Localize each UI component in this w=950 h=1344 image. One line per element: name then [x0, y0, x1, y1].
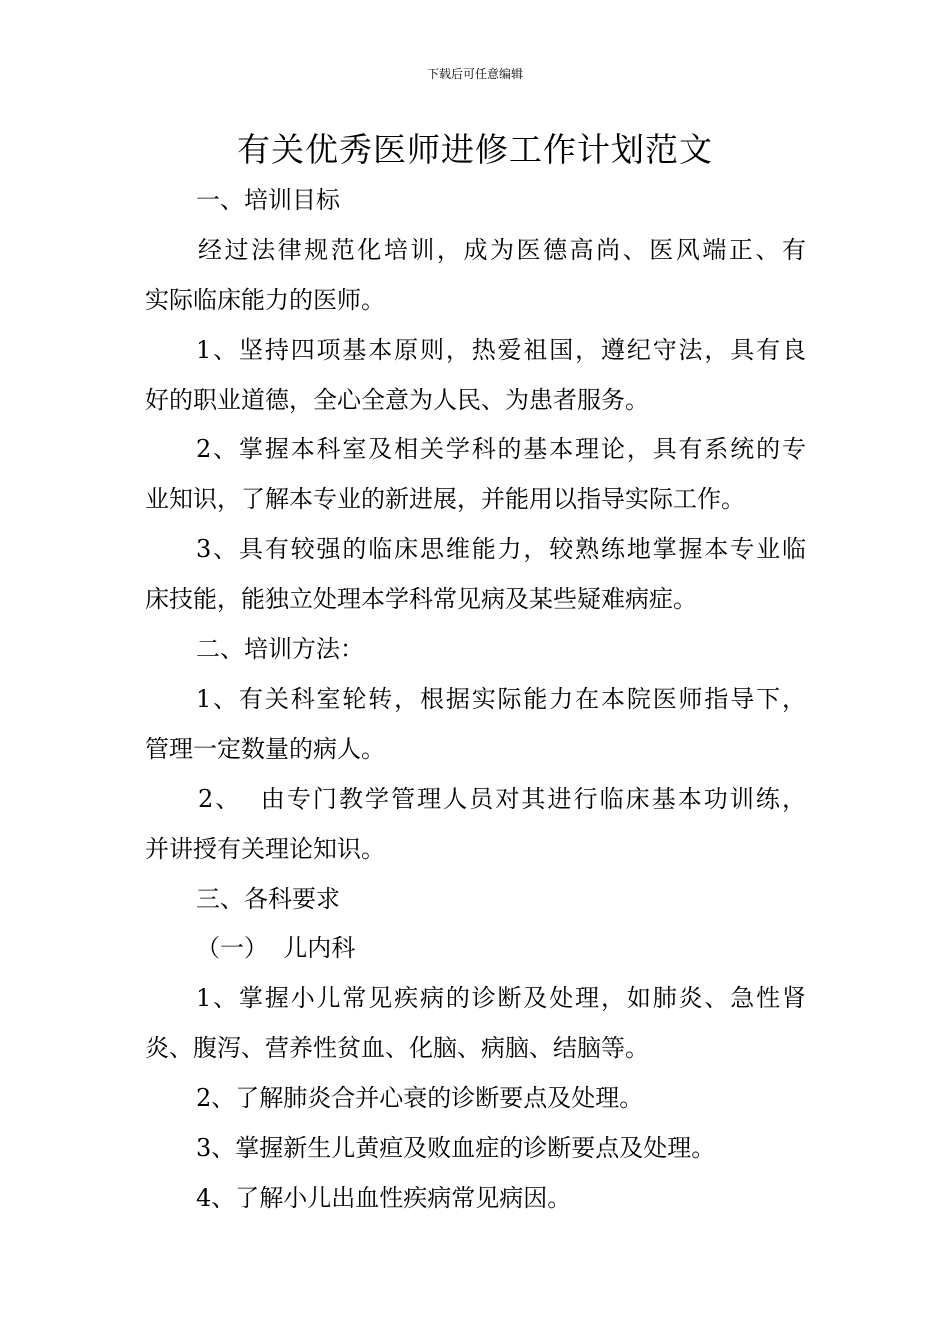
paragraph-line: 并讲授有关理论知识。	[145, 835, 385, 863]
section-heading-department-requirements: 三、各科要求	[196, 885, 340, 913]
paragraph-line: 3、掌握新生儿黄疸及败血症的诊断要点及处理。	[196, 1134, 716, 1162]
paragraph-line: 2、了解肺炎合并心衰的诊断要点及处理。	[196, 1084, 644, 1112]
paragraph-line: 业知识，了解本专业的新进展，并能用以指导实际工作。	[145, 485, 745, 513]
paragraph-line: 床技能，能独立处理本学科常见病及某些疑难病症。	[145, 585, 697, 613]
header-note: 下载后可任意编辑	[426, 67, 523, 81]
paragraph-line: 炎、腹泻、营养性贫血、化脑、病脑、结脑等。	[145, 1034, 649, 1062]
paragraph-line: 好的职业道德，全心全意为人民、为患者服务。	[145, 386, 649, 414]
paragraph-line: 管理一定数量的病人。	[145, 735, 385, 763]
paragraph-line: 2、 由专门教学管理人员对其进行临床基本功训练，	[198, 785, 806, 813]
section-heading-training-goal: 一、培训目标	[196, 186, 340, 214]
paragraph-line: 经过法律规范化培训，成为医德高尚、医风端正、有	[198, 236, 806, 264]
paragraph-line: 3、具有较强的临床思维能力，较熟练地掌握本专业临	[196, 535, 806, 563]
paragraph-line: 1、坚持四项基本原则，热爱祖国，遵纪守法，具有良	[196, 336, 806, 364]
paragraph-line: 1、掌握小儿常见疾病的诊断及处理，如肺炎、急性肾	[196, 984, 806, 1012]
paragraph-line: 1、有关科室轮转，根据实际能力在本院医师指导下，	[196, 685, 806, 713]
paragraph-line: 4、了解小儿出血性疾病常见病因。	[196, 1184, 572, 1212]
paragraph-line: 2、掌握本科室及相关学科的基本理论，具有系统的专	[196, 435, 806, 463]
subsection-heading-pediatrics: （一） 儿内科	[196, 934, 356, 962]
paragraph-line: 实际临床能力的医师。	[145, 286, 385, 314]
section-heading-training-method: 二、培训方法：	[196, 635, 364, 663]
document-title: 有关优秀医师进修工作计划范文	[237, 130, 713, 169]
